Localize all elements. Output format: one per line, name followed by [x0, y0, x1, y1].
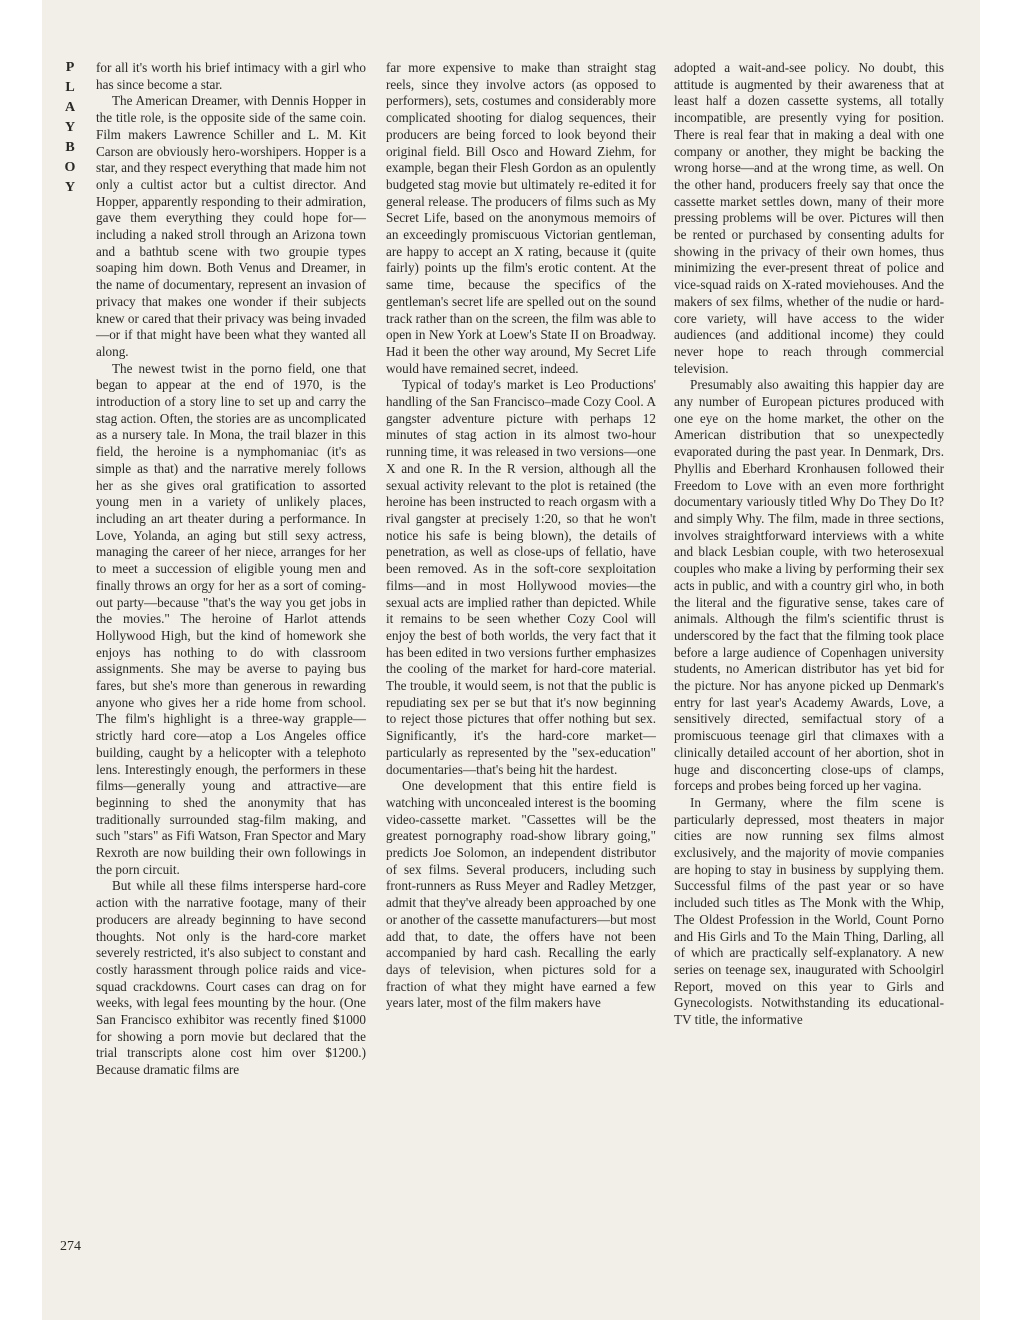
paragraph: Presumably also awaiting this happier day are any number of European pictures produced with one eye on the home market, the other on the American distribution that so unexpectedly evaporated during the past year. In Denmark, Drs. Phyllis and Eberhard Kronhausen followed their Freedom to Love with an even more forthright documentary variously titled Why Do They Do It? and simply Why. The film, made in three sections, involves straightforward interviews with a white and black Lesbian couple, with two heterosexual couples who make a living by performing their sex acts in public, and with a country girl who, in both the literal and the figurative sense, takes care of animals. Although the film's scientific thrust is underscored by the fact that the filming took place before a large audience of Copenhagen university students, no American distributor has yet bid for the picture. Nor has anyone picked up Denmark's entry for last year's Academy Awards, Love, a sensitively directed, semifactual story of a promiscuous teenage girl that climaxes with a clinically detailed account of her abortion, shot in huge and disconcerting close-ups of clamps, forceps and probes being forced up her vagina. — [674, 377, 944, 794]
masthead-letter: Y — [64, 120, 76, 135]
magazine-masthead-vertical — [62, 58, 78, 198]
paragraph: adopted a wait-and-see policy. No doubt, this attitude is augmented by their awareness that at least half a dozen cassette systems, all totally incompatible, are presently vying for position. There is real fear that in making a deal with one company or another, they might be backing the wrong horse—and at the wrong time, as well. On the other hand, producers freely say that once the cassette market settles down, many of their more pressing problems will be over. Pictures will then be rented or purchased by consenting adults for showing in the privacy of their own homes, thus minimizing the ever-present threat of police and vice-squad raids on X-rated moviehouses. And the makers of sex films, whether of the nudie or hard-core variety, will have access to the wider audiences (and additional income) they could never hope to reach through commercial television. — [674, 60, 944, 376]
text-column-3 — [674, 60, 944, 1029]
text-column-1 — [96, 60, 366, 1079]
masthead-letter: L — [65, 80, 75, 95]
masthead-letter: Y — [64, 180, 76, 195]
paragraph: for all it's worth his brief intimacy with a girl who has since become a star. — [96, 60, 366, 92]
masthead-letter: B — [65, 140, 75, 155]
paragraph: The American Dreamer, with Dennis Hopper in the title role, is the opposite side of the same coin. Film makers Lawrence Schiller and L. M. Kit Carson are obviously hero-worshipers. Hopper is a star, and they respect everything that made him not only a cultist actor but a cultist director. And Hopper, apparently responding to their admiration, gave them everything they could hope for—including a naked stroll through an Arizona town and a bathtub scene with two groupie types soaping him down. Both Venus and Dreamer, in the name of documentary, represent an invasion of privacy that makes one wonder if their subjects knew or cared that their privacy was being invaded—or if that might have been what they wanted all along. — [96, 93, 366, 359]
paragraph: Typical of today's market is Leo Productions' handling of the San Francisco–made Cozy Cool. A gangster adventure picture with perhaps 12 minutes of stag action in its almost two-hour running time, it was released in two versions—one X and one R. In the R version, although all the sexual activity relevant to the plot is retained (the heroine has been instructed to reach orgasm with a rival gangster at precisely 1:20, so that he won't notice his safe is being blown), the details of penetration, as well as close-ups of fellatio, have been removed. As in the soft-core sexploitation films—and in most Hollywood movies—the sexual acts are implied rather than depicted. While it remains to be seen whether Cozy Cool will enjoy the best of both worlds, the very fact that it has been edited in two versions further emphasizes the cooling of the market for hard-core material. The trouble, it would seem, is not that the public is repudiating sex per se but that it's now beginning to reject those pictures that offer nothing but sex. Significantly, it's the hard-core market—particularly as represented by the "sex-education" documentaries—that's being hit the hardest. — [386, 377, 656, 777]
paragraph: But while all these films intersperse hard-core action with the narrative footage, many of their producers are already beginning to have second thoughts. Not only is the hard-core market severely restricted, it's also subject to constant and costly harassment through police raids and vice-squad crackdowns. Court cases can drag on for weeks, with legal fees mounting by the hour. (One San Francisco exhibitor was recently fined $1000 for showing a porn movie but declared that the trial transcripts alone cost him over $1200.) Because dramatic films are — [96, 878, 366, 1078]
masthead-letter: P — [65, 60, 75, 75]
paragraph: One development that this entire field is watching with unconcealed interest is the booming video-cassette market. "Cassettes will be the greatest pornography road-show library going," predicts Joe Solomon, an independent distributor of sex films. Several producers, including such front-runners as Russ Meyer and Radley Metzger, admit that they've already been approached by one or another of the cassette manufacturers—but most add that, to date, the offers have not been accompanied by hard cash. Recalling the early days of television, when pictures sold for a fraction of what they might have earned a few years later, most of the film makers have — [386, 778, 656, 1011]
page-number: 274 — [60, 1239, 81, 1254]
paragraph: far more expensive to make than straight stag reels, since they involve actors (as opposed to performers), sets, costumes and considerably more complicated shooting for dialog sequences, their producers are being forced to look beyond their original field. Bill Osco and Howard Ziehm, for example, began their Flesh Gordon as an opulently budgeted stag movie but ultimately re-edited it for general release. The producers of films such as My Secret Life, based on the anonymous memoirs of an exceedingly promiscuous Victorian gentleman, are happy to accept an X rating, because it (quite fairly) points up the film's erotic content. At the same time, because the specifics of the gentleman's secret life are spelled out on the sound track rather than on the screen, the film was able to open in New York at Loew's State II on Broadway. Had it been the other way around, My Secret Life would have remained secret, indeed. — [386, 60, 656, 376]
paragraph: The newest twist in the porno field, one that began to appear at the end of 1970, is the introduction of a story line to set up and carry the stag action. Often, the stories are as uncomplicated as a nursery tale. In Mona, the trail blazer in this field, the heroine is a nymphomaniac (it's as simple as that) and the narrative merely follows her as she gives oral gratification to assorted young men in a variety of unlikely places, including an art theater during a performance. In Love, Yolanda, an aging but still sexy actress, managing the career of her niece, arranges for her to meet a succession of eligible young men and finally throws an orgy for her as a sort of coming-out party—because "that's the way you get jobs in the movies." The heroine of Harlot attends Hollywood High, but the kind of homework she enjoys has nothing to do with classroom assignments. She may be averse to paying bus fares, but she's more than generous in rewarding anyone who gives her a ride home from school. The film's highlight is a three-way grapple—strictly hard core—atop a Los Angeles office building, caught by a helicopter with a telephoto lens. Interestingly enough, the performers in these films—generally young and attractive—are beginning to shed the anonymity that has traditionally surrounded stag-film making, and such "stars" as Fifi Watson, Fran Spector and Mary Rexroth are now building their own followings in the porn circuit. — [96, 360, 366, 877]
paragraph: In Germany, where the film scene is particularly depressed, most theaters in major cities are now running sex films almost exclusively, and the majority of movie companies are hoping to stay in business by supplying them. Successful films of the past year or so have included such titles as The Monk with the Whip, The Oldest Profession in the World, Count Porno and His Girls and To the Main Thing, Darling, all of which are practically self-explanatory. A new series on teenage sex, inaugurated with Schoolgirl Report, moved on this year to Girls and Gynecologists. Notwithstanding its educational-TV title, the informative — [674, 794, 944, 1028]
masthead-letter: O — [64, 160, 76, 175]
text-column-2 — [386, 60, 656, 1012]
masthead-letter: A — [64, 100, 76, 115]
